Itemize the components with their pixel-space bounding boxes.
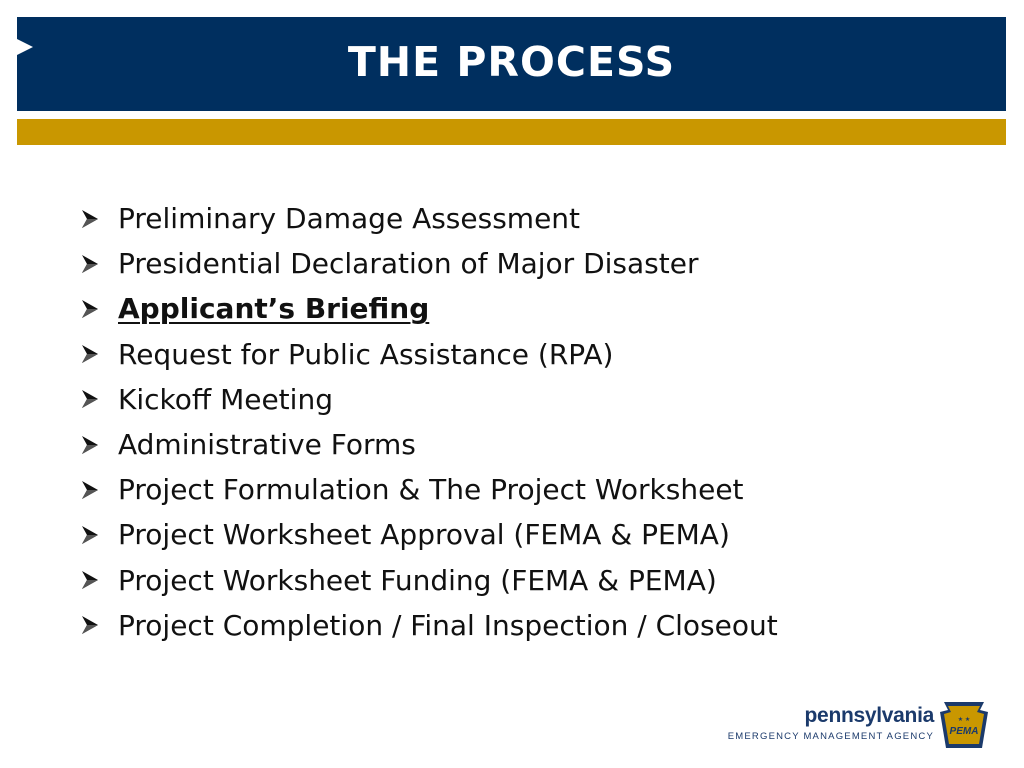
gold-divider-bar xyxy=(17,119,1006,145)
bullet-label: Project Worksheet Approval (FEMA & PEMA) xyxy=(118,518,730,552)
bullet-item xyxy=(80,196,778,241)
bullet-label: Kickoff Meeting xyxy=(118,382,333,416)
bullet-label: Request for Public Assistance (RPA) xyxy=(118,337,614,371)
title-bar xyxy=(17,17,1006,111)
arrow-bullet-icon xyxy=(80,434,100,456)
bullet-label: Applicant’s Briefing xyxy=(118,292,430,326)
bullet-item xyxy=(80,377,778,422)
bullet-item xyxy=(80,286,778,331)
svg-text:★ ★: ★ ★ xyxy=(957,717,971,723)
logo-badge: PEMA xyxy=(949,726,979,737)
bullet-item xyxy=(80,422,778,467)
bullet-label: Preliminary Damage Assessment xyxy=(118,202,581,236)
keystone-icon xyxy=(938,700,990,750)
arrow-bullet-icon xyxy=(80,343,100,365)
bullet-item xyxy=(80,603,778,648)
bullet-item xyxy=(80,241,778,286)
pema-logo xyxy=(727,700,1000,750)
arrow-bullet-icon xyxy=(80,569,100,591)
logo-subtitle: EMERGENCY MANAGEMENT AGENCY xyxy=(727,731,934,742)
arrow-bullet-icon xyxy=(80,388,100,410)
bullet-label: Presidential Declaration of Major Disaster xyxy=(118,247,699,281)
bullet-item xyxy=(80,332,778,377)
arrow-bullet-icon xyxy=(80,479,100,501)
arrow-bullet-icon xyxy=(80,614,100,636)
bullet-item xyxy=(80,512,778,557)
bullet-label: Project Worksheet Funding (FEMA & PEMA) xyxy=(118,563,717,597)
logo-wordmark: pennsylvania xyxy=(804,704,934,727)
arrow-bullet-icon xyxy=(80,208,100,230)
arrow-bullet-icon xyxy=(80,253,100,275)
slide-title: THE PROCESS xyxy=(347,38,676,86)
arrow-bullet-icon xyxy=(80,298,100,320)
bullet-label: Project Completion / Final Inspection / Closeout xyxy=(118,608,778,642)
bullet-item xyxy=(80,558,778,603)
arrow-bullet-icon xyxy=(80,524,100,546)
bullet-list xyxy=(80,196,778,648)
title-arrow-icon xyxy=(17,39,33,55)
bullet-label: Project Formulation & The Project Worksheet xyxy=(118,473,744,507)
bullet-label: Administrative Forms xyxy=(118,428,416,462)
bullet-item xyxy=(80,467,778,512)
